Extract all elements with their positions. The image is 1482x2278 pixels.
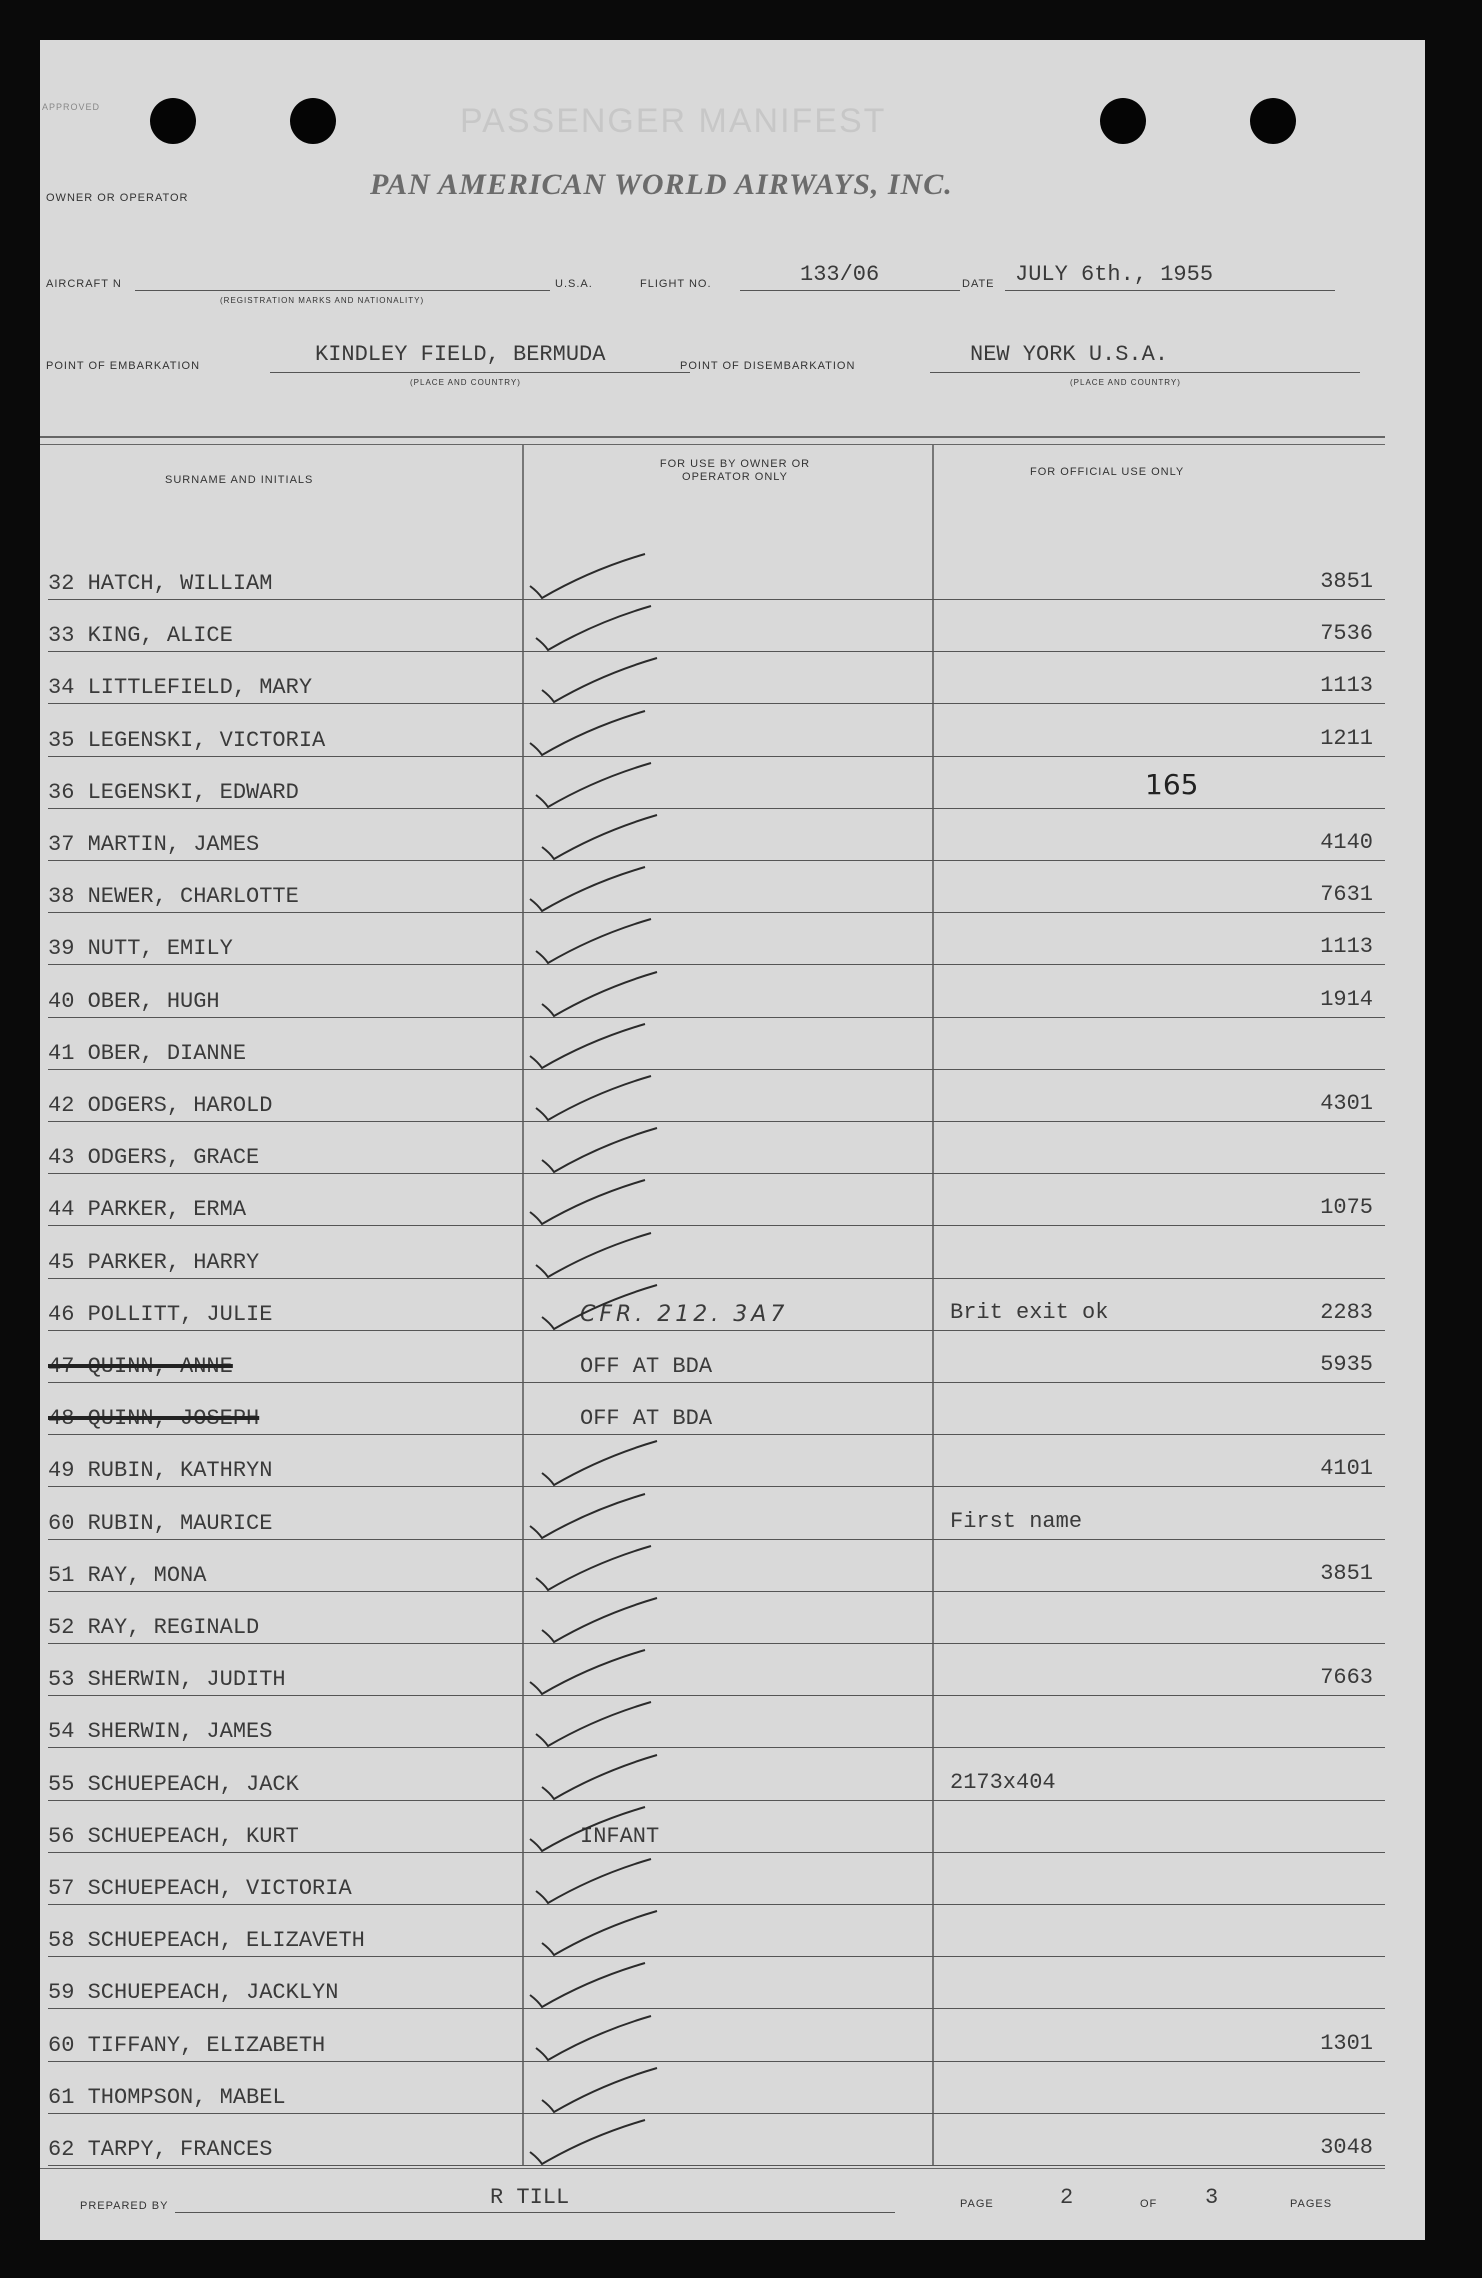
checkmark-icon [520, 1122, 670, 1182]
checkmark-icon [520, 913, 670, 973]
passenger-name: 57 SCHUEPEACH, VICTORIA [48, 1876, 352, 1901]
passenger-name: 37 MARTIN, JAMES [48, 832, 260, 857]
passenger-name: 44 PARKER, ERMA [48, 1197, 247, 1223]
disembark-line [930, 372, 1360, 373]
checkmark-icon [520, 1488, 670, 1548]
page-total: 3 [1205, 2185, 1219, 2210]
table-row [40, 705, 1385, 757]
table-row [40, 1540, 1385, 1592]
disembark-label: POINT OF DISEMBARKATION [680, 360, 856, 372]
checkmark-icon [520, 652, 670, 712]
checkmark-icon [520, 1540, 670, 1600]
table-row [40, 966, 1385, 1018]
table-row [40, 1122, 1385, 1174]
checkmark-icon [520, 1435, 670, 1495]
table-row [40, 1331, 1385, 1383]
flight-label: FLIGHT NO. [640, 278, 712, 290]
table-row [40, 1018, 1385, 1070]
passenger-name: 60 RUBIN, MAURICE [48, 1510, 273, 1536]
table-bottom-rule [40, 2168, 1385, 2169]
table-row [40, 1488, 1385, 1540]
passenger-name: 58 SCHUEPEACH, ELIZAVETH [48, 1928, 365, 1954]
checkmark-icon [520, 1279, 670, 1339]
official-code: 1211 [1320, 725, 1373, 751]
passenger-name: 45 PARKER, HARRY [48, 1249, 260, 1275]
table-row [40, 1592, 1385, 1644]
table-row [40, 2062, 1385, 2114]
passenger-name: 43 ODGERS, GRACE [48, 1145, 260, 1171]
airline-name: PAN AMERICAN WORLD AIRWAYS, INC. [370, 168, 953, 201]
passenger-name: 39 NUTT, EMILY [48, 936, 233, 962]
embark-line [270, 372, 690, 373]
flight-number: 133/06 [800, 262, 880, 287]
date-label: DATE [962, 278, 995, 290]
official-code: 4140 [1320, 830, 1373, 855]
country-label: U.S.A. [555, 278, 593, 290]
checkmark-icon [520, 1957, 670, 2017]
passenger-name: 56 SCHUEPEACH, KURT [48, 1823, 299, 1849]
passenger-name: 49 RUBIN, KATHRYN [48, 1458, 273, 1484]
passenger-name: 54 SHERWIN, JAMES [48, 1719, 273, 1745]
checkmark-icon [520, 600, 670, 660]
punch-hole [150, 98, 196, 144]
table-row [40, 809, 1385, 861]
table-row [40, 600, 1385, 652]
disembark-place-note: (PLACE AND COUNTRY) [1070, 378, 1181, 387]
checkmark-icon [520, 2062, 670, 2122]
table-row [40, 1853, 1385, 1905]
official-code: 1113 [1320, 673, 1373, 699]
checkmark-icon [520, 966, 670, 1026]
table-row [40, 1905, 1385, 1957]
official-code: 5935 [1320, 1352, 1373, 1377]
prepared-line [175, 2212, 895, 2213]
table-row [40, 1227, 1385, 1279]
operator-note: OFF AT BDA [580, 1354, 713, 1379]
approved-label: APPROVED [42, 102, 101, 112]
passenger-name: 33 KING, ALICE [48, 623, 233, 649]
aircraft-line [135, 290, 550, 291]
passenger-name: 38 NEWER, CHARLOTTE [48, 884, 299, 910]
table-row [40, 1435, 1385, 1487]
table-row [40, 1383, 1385, 1435]
table-row [40, 1957, 1385, 2009]
official-code: 3048 [1320, 2135, 1373, 2160]
passenger-name: 62 TARPY, FRANCES [48, 2137, 273, 2162]
checkmark-icon [520, 757, 670, 817]
passenger-name: 48 QUINN, JOSEPH [48, 1406, 260, 1432]
table-row [40, 1801, 1385, 1853]
row-line [48, 2165, 1385, 2166]
operator-note: CFR. 212. 3A7 [580, 1301, 789, 1327]
pages-label: PAGES [1290, 2198, 1333, 2210]
passenger-name: 61 THOMPSON, MABEL [48, 2084, 286, 2110]
table-row [40, 861, 1385, 913]
disembark-value: NEW YORK U.S.A. [970, 342, 1169, 367]
official-code: 7631 [1320, 882, 1373, 908]
table-row [40, 1070, 1385, 1122]
embark-place-note: (PLACE AND COUNTRY) [410, 378, 521, 387]
table-row [40, 757, 1385, 809]
table-row [40, 652, 1385, 704]
stamp-number: 165 [1145, 768, 1199, 801]
checkmark-icon [520, 1018, 670, 1078]
column-surname: SURNAME AND INITIALS [165, 474, 314, 486]
passenger-name: 40 OBER, HUGH [48, 988, 220, 1014]
operator-note: INFANT [580, 1823, 660, 1849]
form-title: PASSENGER MANIFEST [460, 102, 887, 140]
table-row [40, 913, 1385, 965]
checkmark-icon [520, 1801, 670, 1861]
table-row [40, 548, 1385, 600]
passenger-name: 52 RAY, REGINALD [48, 1615, 260, 1640]
prepared-by: R TILL [490, 2185, 570, 2210]
checkmark-icon [520, 1905, 670, 1965]
column-official-use: FOR OFFICIAL USE ONLY [1030, 466, 1185, 478]
page-number: 2 [1060, 2185, 1074, 2210]
of-label: OF [1140, 2198, 1158, 2210]
registration-note: (REGISTRATION MARKS AND NATIONALITY) [220, 296, 425, 305]
operator-note: OFF AT BDA [580, 1406, 713, 1432]
official-code: 1301 [1320, 2030, 1373, 2056]
passenger-name: 35 LEGENSKI, VICTORIA [48, 727, 326, 753]
official-note: Brit exit ok [950, 1299, 1109, 1325]
checkmark-icon [520, 1853, 670, 1913]
table-row [40, 1174, 1385, 1226]
owner-label: OWNER OR OPERATOR [46, 192, 189, 204]
table-row [40, 2010, 1385, 2062]
aircraft-label: AIRCRAFT N [46, 278, 122, 290]
official-code: 1075 [1320, 1195, 1373, 1221]
checkmark-icon [520, 861, 670, 921]
table-top-rule [40, 436, 1385, 438]
official-code: 7663 [1320, 1665, 1373, 1691]
passenger-name: 41 OBER, DIANNE [48, 1040, 247, 1066]
page-label: PAGE [960, 2198, 994, 2210]
table-row [40, 1749, 1385, 1801]
checkmark-icon [520, 1644, 670, 1704]
checkmark-icon [520, 2010, 670, 2070]
table-row [40, 1696, 1385, 1748]
passenger-name: 55 SCHUEPEACH, JACK [48, 1771, 299, 1797]
official-code: 3851 [1320, 569, 1373, 594]
embark-value: KINDLEY FIELD, BERMUDA [315, 342, 606, 367]
checkmark-icon [520, 1749, 670, 1809]
official-code: 2283 [1320, 1299, 1373, 1325]
table-row [40, 1644, 1385, 1696]
checkmark-icon [520, 548, 670, 608]
checkmark-icon [520, 1696, 670, 1756]
punch-hole [1100, 98, 1146, 144]
passenger-name: 46 POLLITT, JULIE [48, 1301, 273, 1327]
table-top-rule-2 [40, 444, 1385, 445]
checkmark-icon [520, 1174, 670, 1234]
prepared-label: PREPARED BY [80, 2200, 169, 2212]
checkmark-icon [520, 1227, 670, 1287]
flight-line [740, 290, 960, 291]
passenger-name: 36 LEGENSKI, EDWARD [48, 779, 299, 805]
passenger-name: 53 SHERWIN, JUDITH [48, 1667, 286, 1693]
table-row [40, 1279, 1385, 1331]
passenger-name: 60 TIFFANY, ELIZABETH [48, 2032, 326, 2058]
checkmark-icon [520, 1592, 670, 1652]
checkmark-icon [520, 809, 670, 869]
table-row [40, 2114, 1385, 2166]
manifest-page [40, 40, 1425, 2240]
passenger-name: 59 SCHUEPEACH, JACKLYN [48, 1980, 339, 2006]
column-owner-use: FOR USE BY OWNER OR OPERATOR ONLY [659, 458, 811, 483]
checkmark-icon [520, 1070, 670, 1130]
punch-hole [290, 98, 336, 144]
checkmark-icon [520, 2114, 670, 2174]
flight-date: JULY 6th., 1955 [1015, 262, 1214, 287]
date-line [1005, 290, 1335, 291]
passenger-name: 51 RAY, MONA [48, 1562, 207, 1588]
official-code: 4301 [1320, 1091, 1373, 1116]
punch-hole [1250, 98, 1296, 144]
official-note: 2173x404 [950, 1769, 1056, 1795]
official-code: 7536 [1320, 621, 1373, 647]
passenger-name: 47 QUINN, ANNE [48, 1354, 233, 1379]
official-note: First name [950, 1508, 1083, 1534]
passenger-name: 34 LITTLEFIELD, MARY [48, 675, 313, 701]
embark-label: POINT OF EMBARKATION [46, 360, 201, 372]
passenger-name: 42 ODGERS, HAROLD [48, 1093, 273, 1118]
official-code: 3851 [1320, 1560, 1373, 1586]
checkmark-icon [520, 705, 670, 765]
official-code: 1914 [1320, 986, 1373, 1012]
official-code: 4101 [1320, 1456, 1373, 1482]
passenger-name: 32 HATCH, WILLIAM [48, 571, 273, 596]
official-code: 1113 [1320, 934, 1373, 960]
